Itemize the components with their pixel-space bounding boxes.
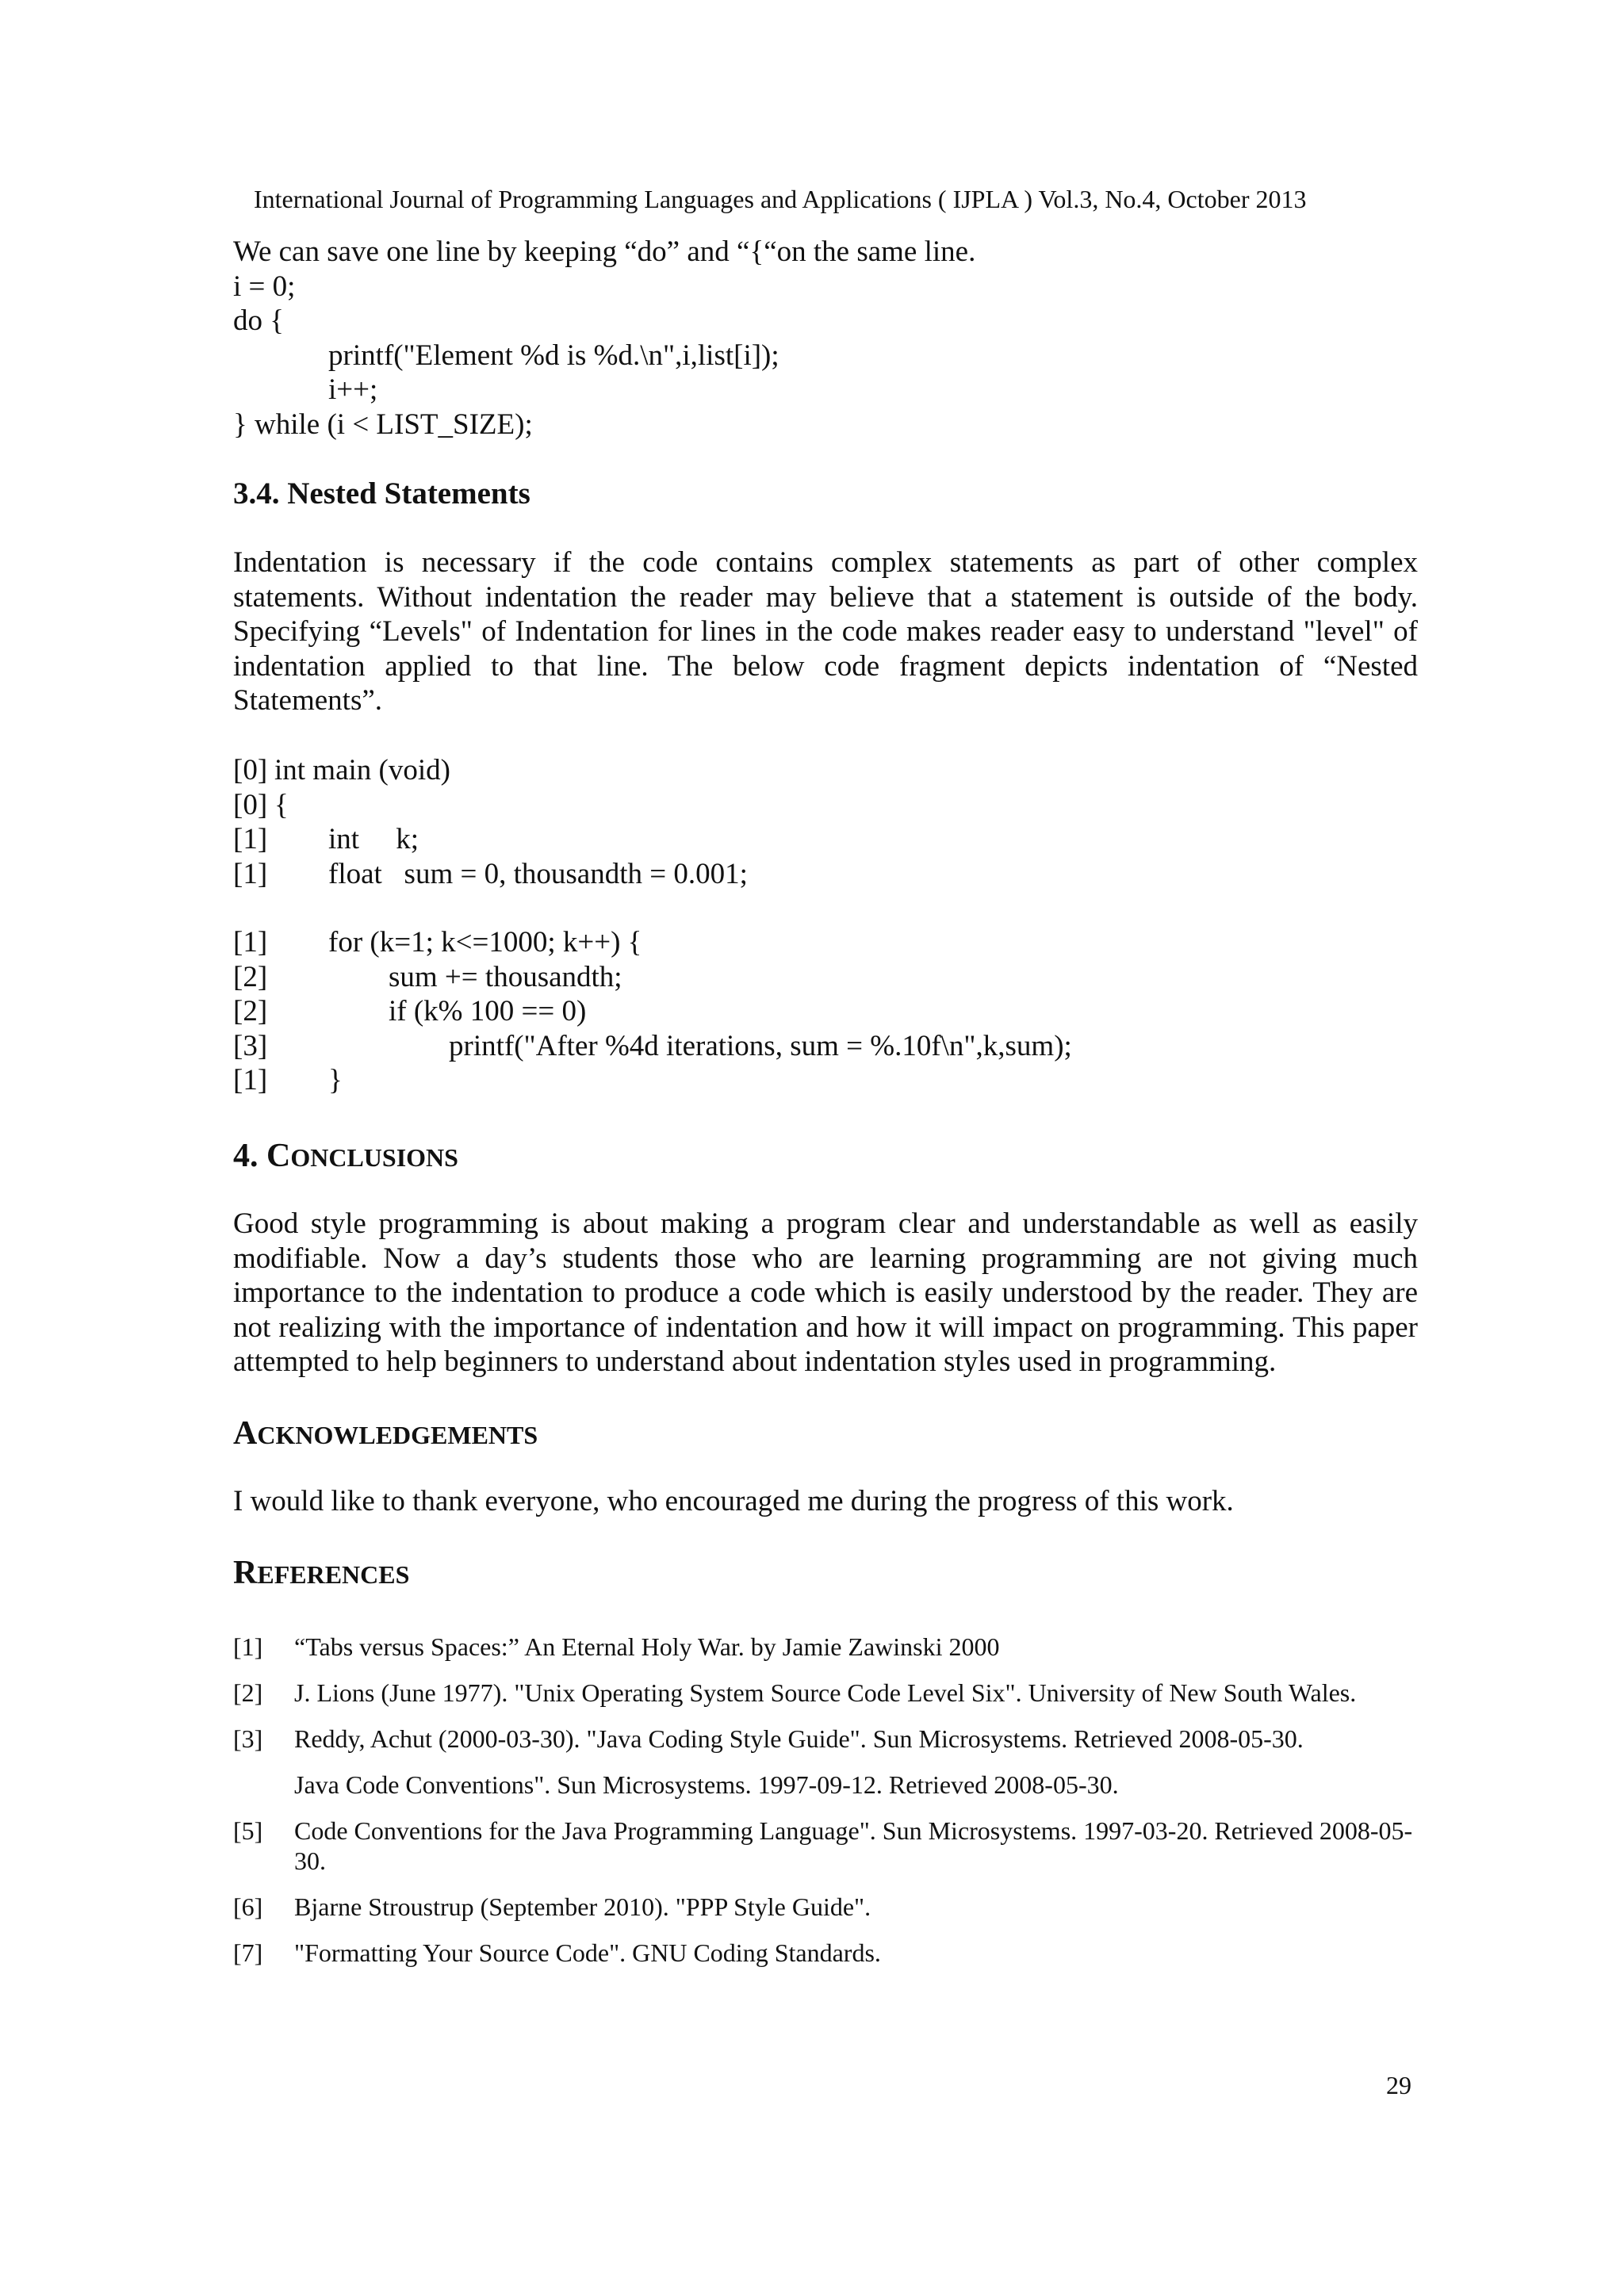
level-label: [1] [233, 926, 268, 959]
code-text: printf("After %4d iterations, sum = %.10f\n",k,sum); [449, 1029, 1072, 1062]
reference-text: “Tabs versus Spaces:” An Eternal Holy War. by Jamie Zawinski 2000 [294, 1632, 1000, 1661]
heading-text: R [233, 1555, 258, 1591]
reference-item [233, 1892, 1418, 1922]
section-heading-acknowledgements [233, 1414, 538, 1452]
level-label: [1] [233, 857, 268, 890]
references-list [233, 1632, 1418, 1984]
level-label: [0] [233, 788, 268, 821]
code-row [233, 753, 1418, 788]
code-row [233, 960, 1418, 995]
code-text: int main (void) [274, 754, 450, 786]
reference-text: Bjarne Stroustrup (September 2010). "PPP Style Guide". [294, 1892, 871, 1921]
reference-text: "Formatting Your Source Code". GNU Coding Standards. [294, 1938, 881, 1967]
code-fragment-group-2 [233, 925, 1418, 1098]
code-row [233, 925, 1418, 960]
code-text: { [274, 788, 289, 821]
intro-code-text: i++; [328, 373, 378, 406]
intro-line [233, 339, 1418, 373]
section-heading-conclusions [233, 1137, 458, 1175]
reference-number: [3] [233, 1724, 263, 1753]
code-row [233, 1063, 1418, 1098]
code-fragment-group-1 [233, 753, 1418, 891]
code-row [233, 1029, 1418, 1064]
code-text: } [328, 1064, 343, 1096]
running-header: International Journal of Programming Languages and Applications ( IJPLA ) Vol.3, No.4, October 2013 [254, 185, 1307, 213]
reference-item [233, 1938, 1418, 1968]
heading-smallcaps: ONCLUSIONS [290, 1143, 458, 1172]
code-text: if (k% 100 == 0) [389, 995, 587, 1027]
level-label: [1] [233, 823, 268, 855]
intro-line [233, 373, 1418, 408]
reference-text: Code Conventions for the Java Programming Language". Sun Microsystems. 1997-03-20. Retrieved 2008-05-30. [294, 1816, 1413, 1875]
intro-code-text: printf("Element %d is %d.\n",i,list[i]); [328, 339, 779, 372]
reference-item [233, 1770, 1418, 1800]
acknowledgements-paragraph: I would like to thank everyone, who encouraged me during the progress of this work. [233, 1485, 1234, 1517]
reference-number: [6] [233, 1892, 263, 1921]
reference-number: [2] [233, 1678, 263, 1707]
code-text: int k; [328, 823, 419, 855]
code-text: sum += thousandth; [389, 960, 622, 993]
code-text: float sum = 0, thousandth = 0.001; [328, 857, 748, 890]
heading-text: 4. C [233, 1138, 291, 1174]
intro-line: do { [233, 304, 285, 337]
heading-smallcaps: EFERENCES [257, 1560, 410, 1589]
level-label: [2] [233, 995, 268, 1027]
page-number: 29 [1386, 2071, 1411, 2099]
section-heading-references [233, 1554, 409, 1592]
conclusions-paragraph: Good style programming is about making a program clear and understandable as well as easily modifiable. Now a day’s students those who are learning programming are not giving much importance to the indentation to produce a code which is easily understood by the reader. They are not realizing with the importance of indentation and how it will impact on programming. This paper attempted to help beginners to understand about indentation styles used in programming. [233, 1207, 1418, 1378]
intro-line: We can save one line by keeping “do” and “{“on the same line. [233, 235, 976, 268]
reference-item [233, 1632, 1418, 1662]
reference-item [233, 1678, 1418, 1708]
reference-text: J. Lions (June 1977). "Unix Operating System Source Code Level Six". University of New South Wales. [294, 1678, 1357, 1707]
reference-item [233, 1724, 1418, 1754]
intro-line: i = 0; [233, 270, 296, 303]
code-row [233, 994, 1418, 1029]
level-label: [0] [233, 754, 268, 786]
code-text: for (k=1; k<=1000; k++) { [328, 926, 642, 959]
reference-number: [7] [233, 1938, 263, 1967]
reference-item [233, 1816, 1418, 1876]
intro-line: } while (i < LIST_SIZE); [233, 408, 533, 441]
code-row [233, 857, 1418, 892]
code-row [233, 788, 1418, 823]
nested-statements-paragraph: Indentation is necessary if the code contains complex statements as part of other complex statements. Without indentation the reader may believe that a statement is outside of the body. Specifying “Levels" of Indentation for lines in the code makes reader easy to understand "level" of indentation applied to that line. The below code fragment depicts indentation of “Nested Statements”. [233, 546, 1418, 717]
reference-number: [5] [233, 1816, 263, 1845]
heading-text: A [233, 1415, 258, 1452]
level-label: [3] [233, 1029, 268, 1062]
code-row [233, 822, 1418, 857]
intro-code-block [233, 235, 1418, 442]
heading-smallcaps: CKNOWLEDGEMENTS [257, 1421, 538, 1449]
level-label: [1] [233, 1064, 268, 1096]
section-heading-nested-statements: 3.4. Nested Statements [233, 476, 530, 511]
level-label: [2] [233, 960, 268, 993]
reference-text: Reddy, Achut (2000-03-30). "Java Coding Style Guide". Sun Microsystems. Retrieved 2008-05-30. [294, 1724, 1304, 1753]
reference-number: [1] [233, 1632, 263, 1661]
reference-text: Java Code Conventions". Sun Microsystems. 1997-09-12. Retrieved 2008-05-30. [294, 1770, 1119, 1799]
